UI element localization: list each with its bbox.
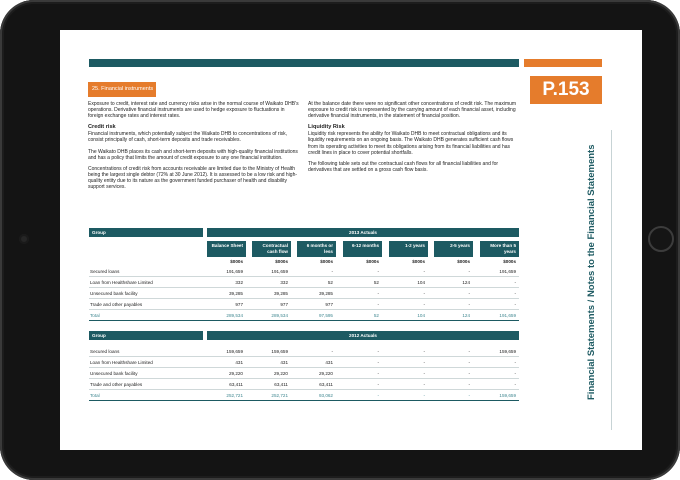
cell: 431 <box>235 360 243 365</box>
unit-label: $000s <box>412 259 425 264</box>
right-text-column <box>308 101 522 178</box>
unit-label: $000s <box>320 259 333 264</box>
table-row <box>89 369 519 379</box>
cell: 63,411 <box>319 382 333 387</box>
cell: - <box>468 291 470 296</box>
table-2012-header <box>89 331 519 340</box>
column-header: More than 5 years <box>480 241 519 257</box>
cell: 39,285 <box>318 291 333 296</box>
cell: 39,285 <box>228 291 243 296</box>
table-row <box>89 347 519 357</box>
credit-paragraph-2: The Waikato DHB places its cash and short-term deposits with high-quality financial institutions and has a policy that limits the amount of credit exposure to any one financial institution. <box>88 148 298 161</box>
cell: - <box>514 371 516 376</box>
table-intro-paragraph: The following table sets out the contractual cash flows for all financial liabilities and for derivatives that are settled on a gross cash flow basis. <box>308 160 499 173</box>
row-label: Unsecured bank facility <box>90 291 138 296</box>
cell: 104 <box>417 280 425 285</box>
cell: - <box>423 349 425 354</box>
cell: 124 <box>462 313 470 318</box>
cell: 97,595 <box>318 313 333 318</box>
cell: - <box>377 371 379 376</box>
cell: 29,220 <box>273 371 288 376</box>
cell: - <box>331 349 333 354</box>
cell: 191,659 <box>499 313 516 318</box>
cell: 332 <box>280 280 288 285</box>
cell: - <box>423 269 425 274</box>
page-number: P.153 <box>530 76 602 104</box>
cell: 63,411 <box>229 382 243 387</box>
column-header: 6-12 months <box>343 241 382 257</box>
cell: 124 <box>462 280 470 285</box>
unit-label: $000s <box>366 259 379 264</box>
front-camera <box>19 234 29 244</box>
cell: 52 <box>373 313 379 318</box>
cell: 29,220 <box>318 371 333 376</box>
cell: 191,659 <box>499 269 516 274</box>
cell: 252,721 <box>226 393 243 398</box>
group-label: Group <box>89 331 203 340</box>
cell: - <box>468 302 470 307</box>
cell: 191,659 <box>271 269 288 274</box>
table-row <box>89 300 519 310</box>
liquidity-paragraph: Liquidity risk represents the ability for Waikato DHB to meet contractual obligations and its liquidity requirements on an ongoing basis. The Waikato DHB generates sufficient cash flows from its operating activities to meet its obligations arising from its financial liabilities and has credit lines in place to cover potential shortfalls. <box>308 131 514 156</box>
cell: - <box>377 382 379 387</box>
cell: - <box>377 349 379 354</box>
credit-paragraph-1: Financial instruments, which potentially subject the Waikato DHB to concentrations of risk, consist principally of cash, short-term deposits and trade receivables. <box>88 131 288 144</box>
table-2013-header <box>89 228 519 237</box>
table-row <box>89 289 519 299</box>
cell: 191,659 <box>226 269 243 274</box>
credit-risk-heading: Credit risk <box>88 124 116 131</box>
cell: - <box>514 280 516 285</box>
unit-label: $000s <box>230 259 243 264</box>
row-label: Total <box>90 313 100 318</box>
cell: - <box>377 360 379 365</box>
cell: 159,659 <box>226 349 243 354</box>
cell: - <box>514 302 516 307</box>
row-label: Secured loans <box>90 349 120 354</box>
cell: 431 <box>280 360 288 365</box>
cell: 977 <box>325 302 333 307</box>
credit-paragraph-3: Concentrations of credit risk from accounts receivable are limited due to the Ministry of Health being the largest single debtor (72% at 30 June 2012). It is assessed to be a low risk and high-quality entity due to its nature as the government funded purchaser of health and disability support services. <box>88 165 298 191</box>
column-header: Contractual cash flow <box>252 241 291 257</box>
liquidity-risk-heading: Liquidity Risk <box>308 124 345 131</box>
row-label: Unsecured bank facility <box>90 371 138 376</box>
cell: 159,659 <box>499 393 516 398</box>
cell: - <box>423 371 425 376</box>
cell: - <box>423 382 425 387</box>
row-label: Loan from Healthshare Limited <box>90 280 153 285</box>
table-row <box>89 358 519 368</box>
cell: - <box>377 291 379 296</box>
unit-label: $000s <box>275 259 288 264</box>
table-row <box>89 278 519 288</box>
cell: 289,534 <box>226 313 243 318</box>
document-page <box>60 30 642 450</box>
cell: - <box>468 349 470 354</box>
table-2012 <box>89 331 519 405</box>
cell: 431 <box>325 360 333 365</box>
cell: - <box>377 302 379 307</box>
left-text-column <box>88 101 300 195</box>
row-label: Secured loans <box>90 269 120 274</box>
header-rule <box>89 59 519 67</box>
cell: - <box>514 291 516 296</box>
intro-paragraph: Exposure to credit, interest rate and currency risks arise in the normal course of Waikato DHB's operations. Derivative financial instruments are used to hedge exposure to fluctuations in foreign exchange rates and interest rates. <box>88 101 299 120</box>
row-label: Trade and other payables <box>90 382 143 387</box>
units-row <box>89 258 519 266</box>
table-2013 <box>89 228 519 325</box>
cell: - <box>468 371 470 376</box>
table-total-row <box>89 391 519 401</box>
cell: 52 <box>327 280 333 285</box>
table-total-row <box>89 311 519 321</box>
column-header: 1-2 years <box>389 241 428 257</box>
column-header: 2-5 years <box>434 241 473 257</box>
cell: 977 <box>280 302 288 307</box>
cell: - <box>423 302 425 307</box>
cell: - <box>468 382 470 387</box>
cell: 39,285 <box>273 291 288 296</box>
cell: 52 <box>373 280 379 285</box>
cell: 159,659 <box>499 349 516 354</box>
cell: 252,721 <box>271 393 288 398</box>
cell: - <box>423 291 425 296</box>
group-label: Group <box>89 228 203 237</box>
cell: 977 <box>235 302 243 307</box>
year-label: 2013 Actuals <box>207 228 519 237</box>
home-button[interactable] <box>648 226 674 252</box>
cell: - <box>423 393 425 398</box>
column-header: 6 months or less <box>297 241 336 257</box>
cell: 29,220 <box>228 371 243 376</box>
concentration-paragraph: At the balance date there were no significant other concentrations of credit risk. The maximum exposure to credit risk is represented by the carrying amount of each financial asset, including derivative financial instruments, in the statement of financial position. <box>308 101 517 120</box>
cell: - <box>423 360 425 365</box>
cell: 159,659 <box>271 349 288 354</box>
cell: - <box>377 393 379 398</box>
cell: - <box>514 360 516 365</box>
cell: 289,534 <box>271 313 288 318</box>
cell: 63,411 <box>274 382 288 387</box>
cell: - <box>468 269 470 274</box>
row-label: Trade and other payables <box>90 302 143 307</box>
section-tag: 25. Financial instruments <box>88 82 156 97</box>
year-label: 2012 Actuals <box>207 331 519 340</box>
cell: - <box>468 393 470 398</box>
cell: 332 <box>235 280 243 285</box>
unit-label: $000s <box>503 259 516 264</box>
cell: - <box>514 382 516 387</box>
side-rule <box>611 130 612 430</box>
column-headers <box>89 241 519 257</box>
header-rule-accent <box>524 59 602 67</box>
cell: - <box>377 269 379 274</box>
unit-label: $000s <box>457 259 470 264</box>
column-header: Balance Sheet <box>207 241 246 257</box>
table-row <box>89 267 519 277</box>
cell: 104 <box>417 313 425 318</box>
cell: - <box>331 269 333 274</box>
row-label: Total <box>90 393 100 398</box>
cell: 93,062 <box>318 393 333 398</box>
cell: - <box>468 360 470 365</box>
side-title: Financial Statements / Notes to the Financial Statements <box>586 144 597 400</box>
table-row <box>89 380 519 390</box>
row-label: Loan from Healthshare Limited <box>90 360 153 365</box>
